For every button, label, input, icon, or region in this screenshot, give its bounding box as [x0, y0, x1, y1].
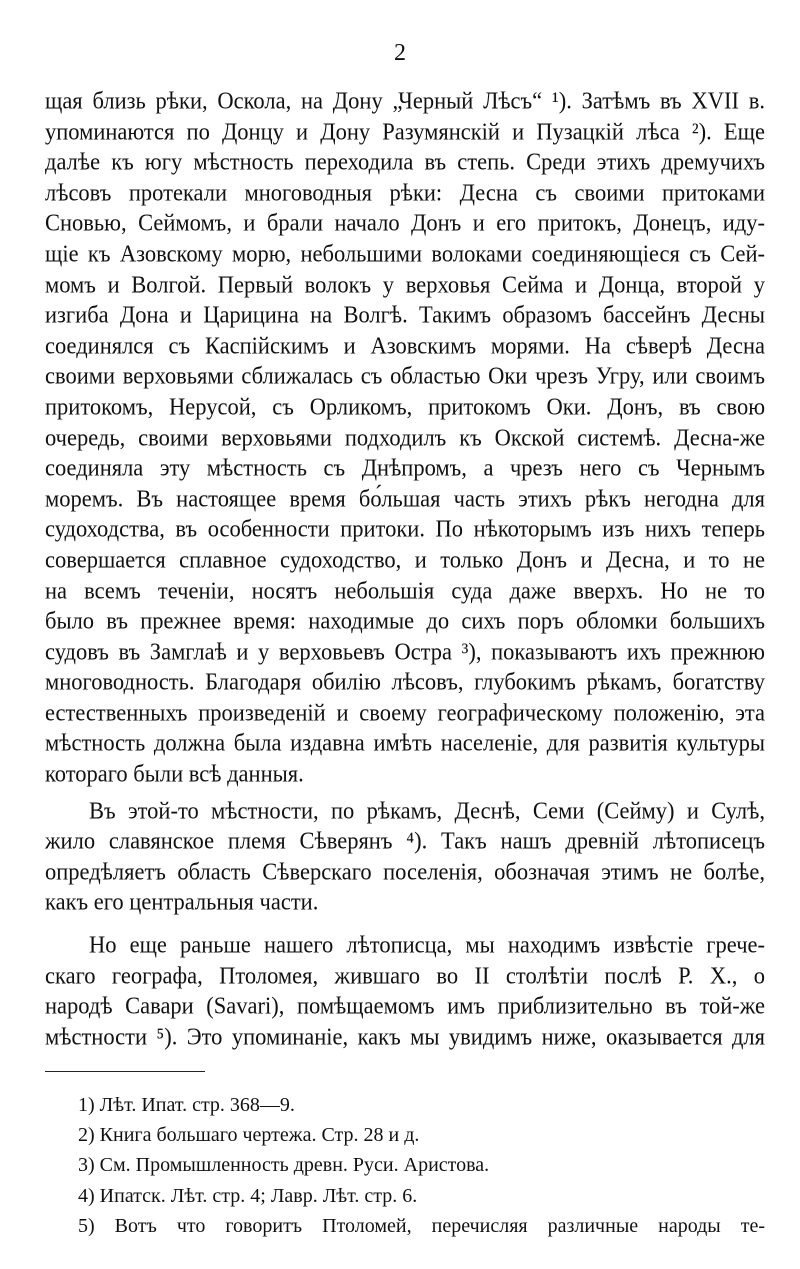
paragraph	[45, 930, 765, 1052]
text-line: совершается сплавное судоходство, и только Донъ и Десна, и то не	[45, 545, 765, 573]
text-line: соединялся съ Каспійскимъ и Азовскимъ морями. На сѣверѣ Десна	[45, 331, 765, 359]
text-line: естественныхъ произведеній и своему географическому положенію, эта	[45, 698, 765, 726]
footnote-text: Вотъ что говоритъ Птоломей, перечисляя различные народы те-	[114, 1214, 766, 1237]
text-line: Въ этой-то мѣстности, по рѣкамъ, Деснѣ, Семи (Сейму) и Сулѣ,	[89, 796, 765, 824]
footnote-text: Книга большаго чертежа. Стр. 28 и д.	[99, 1124, 420, 1147]
text-line: судовъ въ Замглаѣ и у верховьевъ Остра ³), показываютъ ихъ прежнюю	[45, 637, 765, 665]
text-line: скаго географа, Птоломея, жившаго во II столѣтіи послѣ Р. Х., о	[45, 961, 765, 989]
footnote-text: Лѣт. Ипат. стр. 368—9.	[99, 1094, 295, 1116]
paragraph	[45, 86, 765, 790]
text-line: опредѣляетъ область Сѣверскаго поселенія, обозначая этимъ не болѣе,	[45, 857, 765, 885]
text-line: лѣсовъ протекали многоводныя рѣки: Десна съ своими притоками	[45, 178, 765, 206]
footnote-text: См. Промышленность древн. Руси. Аристова.	[99, 1154, 490, 1177]
footnote-mark: 1)	[78, 1094, 95, 1116]
footnote-mark: 3)	[78, 1154, 95, 1177]
footnote-divider	[45, 1071, 205, 1072]
text-line: Но еще раньше нашего лѣтописца, мы находимъ извѣстіе грече-	[89, 930, 765, 958]
text-line: на всемъ теченіи, носятъ небольшія суда даже вверхъ. Но не то	[45, 576, 765, 604]
body-text	[45, 86, 765, 1052]
text-line: многоводность. Благодаря обилію лѣсовъ, глубокимъ рѣкамъ, богатству	[45, 668, 765, 696]
text-line: далѣе къ югу мѣстность переходила въ степь. Среди этихъ дремучихъ	[45, 148, 765, 176]
text-line: народѣ Савари (Savari), помѣщаемомъ имъ приблизительно въ той-же	[45, 992, 765, 1020]
text-line: очередь, своими верховьями подходилъ къ Окской системѣ. Десна-же	[45, 423, 765, 451]
footnote-mark: 5)	[78, 1214, 95, 1237]
text-line: щая близь рѣки, Оскола, на Дону „Черный Лѣсъ“ ¹). Затѣмъ въ XVII в.	[45, 86, 765, 114]
page-number: 2	[394, 40, 406, 66]
text-line: упоминаются по Донцу и Дону Разумянскій и Пузацкій лѣса ²). Еще	[45, 117, 765, 145]
footnote-mark: 4)	[78, 1184, 95, 1207]
text-line: притокомъ, Нерусой, съ Орликомъ, притокомъ Оки. Донъ, въ свою	[45, 392, 765, 420]
footnote	[78, 1120, 765, 1150]
footnote	[78, 1181, 765, 1211]
text-line: какъ его центральныя части.	[45, 888, 319, 916]
text-line: Сновью, Сеймомъ, и брали начало Донъ и его притокъ, Донецъ, иду-	[45, 209, 765, 237]
footnote-text: Ипатск. Лѣт. стр. 4; Лавр. Лѣт. стр. 6.	[99, 1184, 418, 1207]
footnotes	[78, 1090, 765, 1241]
text-line: жило славянское племя Сѣверянъ ⁴). Такъ нашъ древній лѣтописецъ	[45, 827, 765, 855]
text-line: своими верховьями сближалась съ областью Оки чрезъ Угру, или своимъ	[45, 362, 765, 390]
text-line: котораго были всѣ данныя.	[45, 759, 304, 787]
text-line: моремъ. Въ настоящее время бо́льшая часть этихъ рѣкъ негодна для	[45, 484, 765, 512]
text-line: момъ и Волгой. Первый волокъ у верховья Сейма и Донца, второй у	[45, 270, 765, 298]
text-line: щіе къ Азовскому морю, небольшими волоками соединяющіеся съ Сей-	[45, 239, 765, 267]
footnote-mark: 2)	[78, 1124, 95, 1147]
text-line: было въ прежнее время: находимые до сихъ поръ обломки большихъ	[45, 607, 765, 635]
footnote	[78, 1090, 765, 1120]
text-line: изгиба Дона и Царицина на Волгѣ. Такимъ образомъ бассейнъ Десны	[45, 301, 765, 329]
footnote	[78, 1211, 765, 1241]
footnote	[78, 1150, 765, 1180]
text-line: судоходства, въ особенности притоки. По нѣкоторымъ изъ нихъ теперь	[45, 515, 765, 543]
text-line: мѣстности ⁵). Это упоминаніе, какъ мы увидимъ ниже, оказывается для	[45, 1022, 765, 1050]
paragraph	[45, 796, 765, 918]
text-line: мѣстность должна была издавна имѣть населеніе, для развитія культуры	[45, 729, 765, 757]
text-line: соединяла эту мѣстность съ Днѣпромъ, а чрезъ него съ Чернымъ	[45, 454, 765, 482]
